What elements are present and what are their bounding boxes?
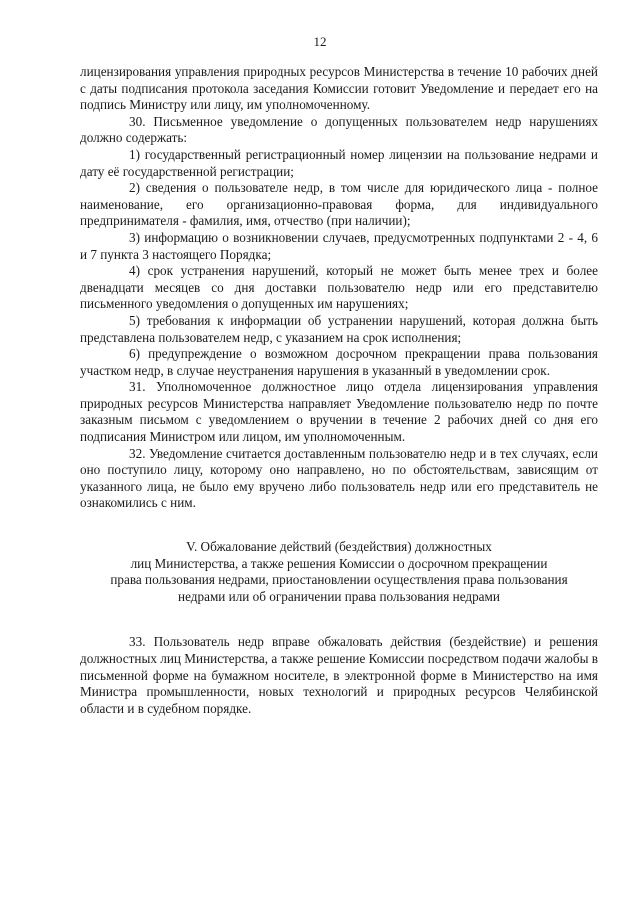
paragraph: лицензирования управления природных ресурсов Министерства в течение 10 рабочих дней с даты подписания протокола заседания Комиссии готовит Уведомление и передает его на подпись Министру или лицу, им уполномоченному. (80, 64, 598, 113)
section-heading-line: права пользования недрами, приостановлении осуществления права пользования (110, 572, 568, 588)
section-heading-line: недрами или об ограничении права пользования недрами (178, 588, 500, 604)
paragraphs-after (80, 634, 598, 717)
document-body (80, 64, 598, 717)
section-heading-line: V. Обжалование действий (бездействия) должностных (186, 539, 492, 555)
paragraphs-before (80, 64, 598, 512)
page-number: 12 (313, 34, 327, 49)
paragraph: 3) информацию о возникновении случаев, предусмотренных подпунктами 2 - 4, 6 и 7 пункта 3 настоящего Порядка; (80, 229, 598, 262)
paragraph: 30. Письменное уведомление о допущенных пользователем недр нарушениях должно содержать: (80, 113, 598, 146)
paragraph: 1) государственный регистрационный номер лицензии на пользование недрами и дату её государственной регистрации; (80, 146, 598, 179)
paragraph: 5) требования к информации об устранении нарушений, которая должна быть представлена пользователем недр, с указанием на срок исполнения; (80, 312, 598, 345)
paragraph: 6) предупреждение о возможном досрочном прекращении права пользования участком недр, в случае неустранения нарушения в указанный в уведомлении срок. (80, 346, 598, 378)
paragraph: 2) сведения о пользователе недр, в том числе для юридического лица - полное наименование, его организационно-правовая форма, для индивидуального предпринимателя - фамилия, имя, отчество (при наличии); (80, 180, 598, 229)
section-heading-line: лиц Министерства, а также решения Комиссии о досрочном прекращении (130, 555, 548, 571)
paragraph: 32. Уведомление считается доставленным пользователю недр и в тех случаях, если оно поступило лицу, которому оно направлено, но по обстоятельствам, зависящим от указанного лица, не было ему вручено либо пользователь недр или его представитель не ознакомились с ним. (80, 445, 598, 511)
paragraph: 33. Пользователь недр вправе обжаловать действия (бездействие) и решения должностных лиц Министерства, а также решение Комиссии посредством подачи жалобы в письменной форме на бумажном носителе, в электронной форме в Министерство на имя Министра промышленности, новых технологий и природных ресурсов Челябинской области и в судебном порядке. (80, 634, 598, 716)
paragraph: 4) срок устранения нарушений, который не может быть менее трех и более двенадцати месяцев со дня доставки пользователю недр или его представителю письменного уведомления о допущенных им нарушениях; (80, 263, 598, 312)
section-heading (80, 539, 598, 605)
paragraph: 31. Уполномоченное должностное лицо отдела лицензирования управления природных ресурсов Министерства направляет Уведомление пользователю недр по почте заказным письмом с уведомлением о вручении в течение 2 рабочих дней со дня его подписания Министром или лицом, им уполномоченным. (80, 379, 598, 445)
